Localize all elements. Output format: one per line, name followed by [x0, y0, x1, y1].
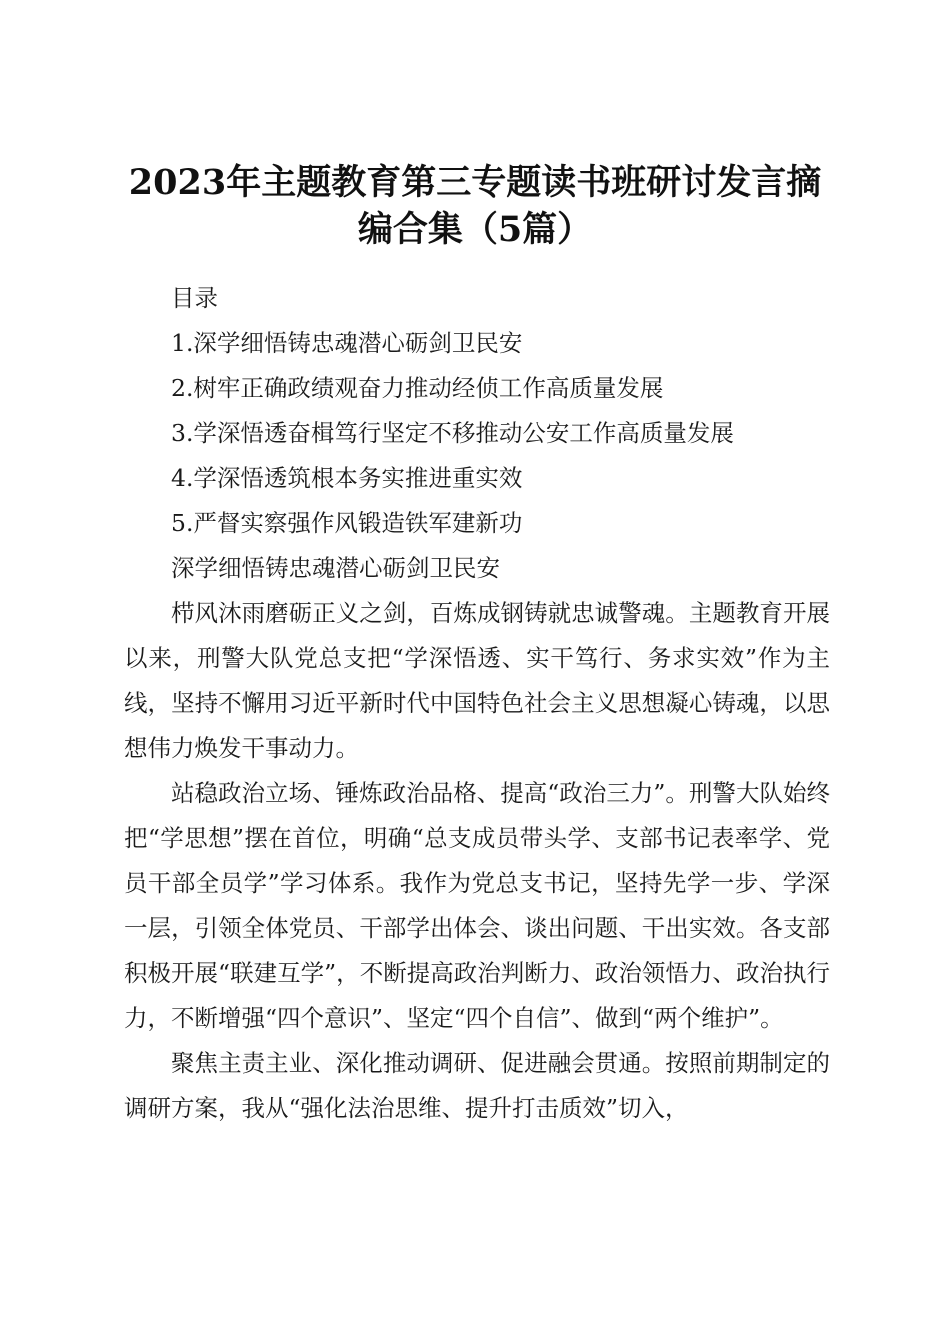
- document-title: [100, 159, 850, 253]
- toc-item-3: 3.学深悟透奋楫笃行坚定不移推动公安工作高质量发展: [171, 419, 734, 447]
- title-line-2: 编合集（5篇）: [357, 209, 593, 251]
- toc-item-5: 5.严督实察强作风锻造铁军建新功: [171, 509, 523, 537]
- paragraph-1: 栉风沐雨磨砺正义之剑，百炼成钢铸就忠诚警魂。主题教育开展以来，刑警大队党总支把“学深悟透、实干笃行、务求实效”作为主线，坚持不懈用习近平新时代中国特色社会主义思想凝心铸魂，以思想伟力焕发干事动力。: [124, 599, 830, 762]
- toc-item-2: 2.树牢正确政绩观奋力推动经侦工作高质量发展: [171, 374, 664, 402]
- toc-heading: 目录: [171, 284, 218, 312]
- paragraph-3: 聚焦主责主业、深化推动调研、促进融会贯通。按照前期制定的调研方案，我从“强化法治思维、提升打击质效”切入，: [124, 1049, 830, 1122]
- paragraph-2: 站稳政治立场、锤炼政治品格、提高“政治三力”。刑警大队始终把“学思想”摆在首位，明确“总支成员带头学、支部书记表率学、党员干部全员学”学习体系。我作为党总支书记，坚持先学一步、学深一层，引领全体党员、干部学出体会、谈出问题、干出实效。各支部积极开展“联建互学”，不断提高政治判断力、政治领悟力、政治执行力，不断增强“四个意识”、坚定“四个自信”、做到“两个维护”。: [124, 779, 830, 1032]
- section-heading: 深学细悟铸忠魂潜心砺剑卫民安: [171, 554, 500, 582]
- document-body: [124, 276, 830, 1131]
- toc-item-4: 4.学深悟透筑根本务实推进重实效: [171, 464, 523, 492]
- title-line-1: 2023年主题教育第三专题读书班研讨发言摘: [128, 162, 822, 204]
- toc-item-1: 1.深学细悟铸忠魂潜心砺剑卫民安: [171, 329, 523, 357]
